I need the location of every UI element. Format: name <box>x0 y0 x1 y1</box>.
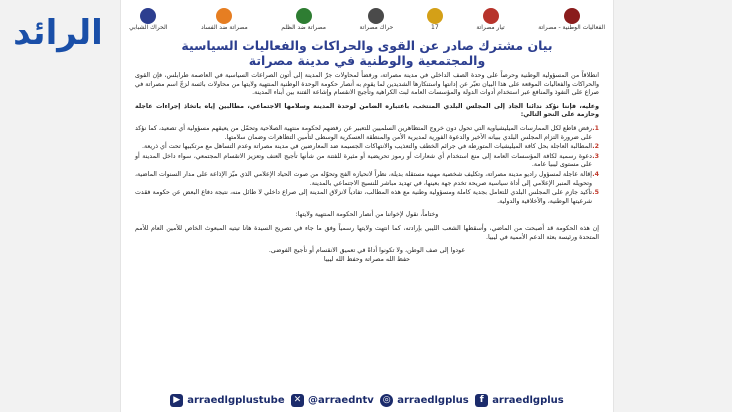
closing-line-1: وختاماً، نقول لإخواننا من أنصار الحكومة المنتهية ولايتها: <box>295 211 439 219</box>
signatory-logo <box>474 4 506 34</box>
signatory-name: الفعاليات الوطنية - مصراتة <box>538 23 605 31</box>
x-icon: ✕ <box>291 394 304 407</box>
demand-text: دعوة رسمية لكافة المؤسسات العامة إلى منع استخدام أي شعارات أو رموز تحريضية أو مثيرة للفتنة من شأنها تأجيج العنف وتعزيز الانقسام المجتمعي، سواء داخل المدينة أو على مستوى ليبيا عامة. <box>135 152 592 169</box>
signatory-emblem-icon <box>564 8 580 24</box>
demand-text: إقالة عاجلة لمسؤول راديو مدينة مصراتة، وتكليف شخصية مهنية مستقلة بديلة، نظراً لانحيازه الفج وتحوّله من صوت الحياد الإعلامي الذي ميّز الإذاعة على مدار السنوات الماضية، وتحويله المنبر الإعلامي إلى أداة سياسية صريحة تخدم جهة بعينها، في تهديد مباشر للنسيج الاجتماعي بالمدينة. <box>135 170 592 187</box>
signatory-name: تيار مصراتة <box>476 23 505 31</box>
signatory-name: حراك مصراتة <box>359 23 394 31</box>
signatory-logo <box>425 4 445 34</box>
signatory-name: مصراتة ضد الظلم <box>281 23 326 31</box>
title-line-1: بيان مشترك صادر عن القوى والحراكات والفعاليات السياسية <box>181 38 553 53</box>
signatory-emblem-icon <box>368 8 384 24</box>
demand-item <box>135 143 599 152</box>
demand-item <box>135 153 599 170</box>
signatory-emblem-icon <box>216 8 232 24</box>
signatory-emblem-icon <box>296 8 312 24</box>
signatory-logos <box>127 4 607 34</box>
social-link[interactable] <box>380 394 469 407</box>
intro-paragraph: انطلاقاً من المسؤولية الوطنية وحرصاً على وحدة الصف الداخلي في مدينة مصراتة، ورفضاً لمحاولات جرّ المدينة إلى أتون الصراعات السياسية في العاصمة طرابلس، فإن القوى والحراكات والفعاليات الموقعة على هذا البيان تعبّر عن إدانتها واستنكارها الشديدين لما يقوم به أنصار حكومة الوحدة الوطنية المنتهية ولايتها من محاولات بائسة لزجّ اسم مصراتة في صراع على النفوذ والمنافع عبر استخدام أدوات الدولة والمؤسسات العامة لبث الكراهية وتأجيج الانقسام وإشاعة الفتنة بين أبناء المدينة. <box>135 72 599 97</box>
document-title <box>133 38 601 68</box>
statement-document <box>120 0 614 412</box>
demand-number: 1. <box>592 124 599 132</box>
social-handle: @arraedntv <box>308 394 374 406</box>
title-line-2: والمجتمعية والوطنية في مدينة مصراتة <box>248 53 486 68</box>
brand-logo-text: الرائد <box>13 13 103 53</box>
social-link[interactable] <box>170 394 284 407</box>
signatory-logo <box>279 4 328 34</box>
facebook-icon: f <box>475 394 488 407</box>
signatory-name: الحراك الشبابي <box>129 23 168 31</box>
demand-item <box>135 189 599 206</box>
signatory-logo <box>357 4 395 34</box>
document-body <box>135 72 599 269</box>
closing-line-4: حفظ الله مصراتة وحفظ الله ليبيا <box>323 255 411 263</box>
social-handle: arraedlgplus <box>492 394 564 406</box>
demand-number: 4. <box>592 170 599 178</box>
signatory-logo <box>127 4 169 34</box>
social-handle: arraedlgplus <box>397 394 469 406</box>
demand-item <box>135 171 599 188</box>
signatory-name: 17 <box>431 23 439 31</box>
demands-list <box>135 125 599 206</box>
signatory-name: مصراتة ضد الفساد <box>200 23 248 31</box>
demand-text: المطالبة العاجلة بحل كافة الميليشيات المتورطة في جرائم الخطف والتعذيب والانتهاكات الجسيمة ضد المعارضين في مدينة مصراتة وعدم التساهل مع مرتكبيها تحت أي ذريعة. <box>142 143 592 151</box>
demand-number: 5. <box>592 189 599 197</box>
social-link[interactable] <box>291 394 374 407</box>
instagram-icon: ◎ <box>380 394 393 407</box>
signatory-logo <box>199 4 250 34</box>
social-link[interactable] <box>475 394 564 407</box>
lead-paragraph: وعليه، فإننا نؤكد ندائنا الجاد إلى المجلس البلدي المنتخب، باعتباره الضامن لوحدة المدينة وسلامها الاجتماعي، مطالبين إياه باتخاذ إجراءات عاجلة وحازمة على النحو التالي: <box>135 102 599 119</box>
signatory-emblem-icon <box>483 8 499 24</box>
brand-logo <box>8 10 108 56</box>
signatory-logo <box>536 4 607 34</box>
closing-line-3: عودوا إلى صف الوطن، ولا تكونوا أداةً في تعميق الانقسام أو تأجيج الفوضى. <box>268 247 466 255</box>
demand-text: رفض قاطع لكل الممارسات الميليشياوية التي تحول دون خروج المتظاهرين السلميين للتعبير عن رفضهم لحكومة منتهية الصلاحية وتحمّل من يعيقهم مسؤولية أي تصعيد، كما نؤكد على ضرورة التزام المجلس البلدي ببيانه الأخير والدعوة الفورية لمديرية الأمن والمنطقة العسكرية الوسطى لتأمين التظاهرات وضمان سلامتها. <box>135 124 592 141</box>
social-handle: arraedlgplustube <box>187 394 285 406</box>
social-footer <box>121 388 613 412</box>
demand-number: 2. <box>592 143 599 151</box>
signatory-emblem-icon <box>140 8 156 24</box>
demand-text: تأكيد جازم على المجلس البلدي للتعامل بجدية كاملة ومسؤولية وطنية مع هذه المطالب، تفادياً لانزلاق المدينة إلى صراع داخلي لا طائل منه، نتيجة دفاع البعض عن حكومة فقدت شرعيتها الوطنية، والأخلاقية والدولية. <box>135 189 592 205</box>
signatory-emblem-icon <box>427 8 443 24</box>
demand-item <box>135 125 599 142</box>
demand-number: 3. <box>592 152 599 160</box>
closing-line-2: إن هذه الحكومة قد أصبحت من الماضي، وأسقطها الشعب الليبي بإرادته، كما انتهت ولايتها رسمياً وفق ما جاء في تصريح السيدة هانا تيتيه المبعوث الخاص للأمين العام للأمم المتحدة ورئيسة بعثة الدعم الأممية في ليبيا. <box>135 224 599 241</box>
youtube-icon: ▶ <box>170 394 183 407</box>
